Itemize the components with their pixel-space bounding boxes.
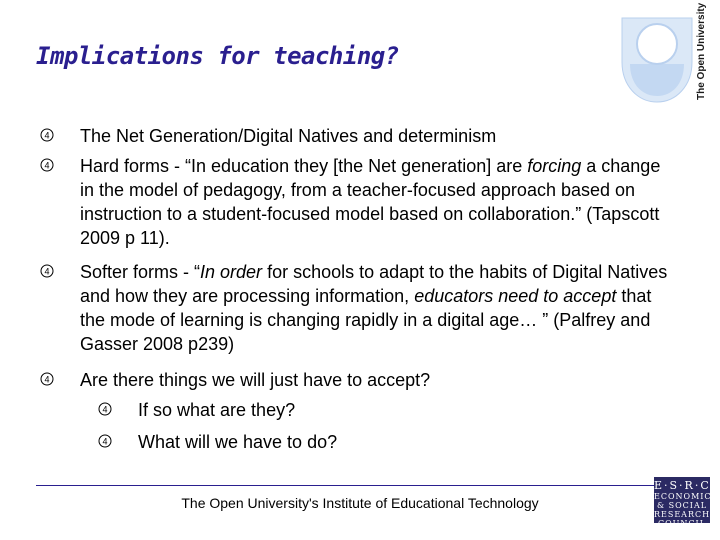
numbered-circle-bullet-icon	[98, 402, 112, 416]
emphasis-text: educators need to accept	[414, 286, 617, 306]
svg-text:4: 4	[102, 436, 108, 447]
footer-divider	[36, 485, 654, 486]
sub-bullet-item-1	[98, 398, 670, 422]
esrc-logo-line: E·S·R·C	[654, 479, 711, 492]
text-run: Are there things we will just have to accept?	[80, 370, 431, 390]
numbered-circle-bullet-icon	[40, 264, 54, 278]
open-university-logo	[618, 2, 716, 106]
emphasis-text: In order	[200, 262, 263, 282]
text-run: that the mode of learning is changing rapidly in a digital age… ” (Palfrey and Gasser 2008 p239)	[80, 286, 652, 354]
esrc-logo	[654, 477, 712, 528]
numbered-circle-bullet-icon	[40, 128, 54, 142]
svg-text:4: 4	[44, 130, 50, 141]
bullet-item-4	[40, 368, 670, 392]
esrc-logo-line: & SOCIAL	[656, 501, 708, 510]
text-run: Hard forms - “In education they [the Net generation] are	[80, 156, 528, 176]
numbered-circle-bullet-icon	[40, 372, 54, 386]
numbered-circle-bullet-icon	[40, 158, 54, 172]
text-run: a change in the model of pedagogy, from a teacher-focused approach based on instruction to a student-focused model based on collaboration.” (Tapscott 2009 p 11).	[80, 156, 661, 248]
bullet-item-3	[40, 260, 670, 356]
slide-title: Implications for teaching?	[36, 42, 399, 70]
svg-text:4: 4	[102, 404, 108, 415]
sub-bullet-text: If so what are they?	[138, 400, 296, 420]
svg-text:4: 4	[44, 374, 50, 385]
text-run: for schools to adapt to the habits of Digital Natives and how they are processing information,	[80, 262, 668, 306]
bullet-text	[80, 126, 496, 146]
svg-text:4: 4	[44, 160, 50, 171]
esrc-logo-line: ECONOMIC	[654, 492, 712, 501]
bullet-text	[80, 370, 430, 390]
svg-text:4: 4	[44, 266, 50, 277]
bullet-item-1	[40, 124, 670, 148]
numbered-circle-bullet-icon	[98, 434, 112, 448]
text-run: Softer forms - “	[80, 262, 201, 282]
bullet-text	[80, 156, 660, 248]
esrc-logo-line: COUNCIL	[657, 519, 706, 528]
bullet-list	[40, 124, 670, 462]
esrc-logo-line: RESEARCH	[654, 510, 711, 519]
sub-bullet-item-2	[98, 430, 670, 454]
footer-text: The Open University's Institute of Educational Technology	[181, 495, 539, 511]
text-run: The Net Generation/Digital Natives and determinism	[80, 126, 497, 146]
sub-bullet-text: What will we have to do?	[138, 432, 338, 452]
bullet-text	[80, 262, 667, 354]
bullet-item-2	[40, 154, 670, 250]
emphasis-text: forcing	[527, 156, 582, 176]
open-university-logo-text: The Open University	[696, 2, 707, 100]
